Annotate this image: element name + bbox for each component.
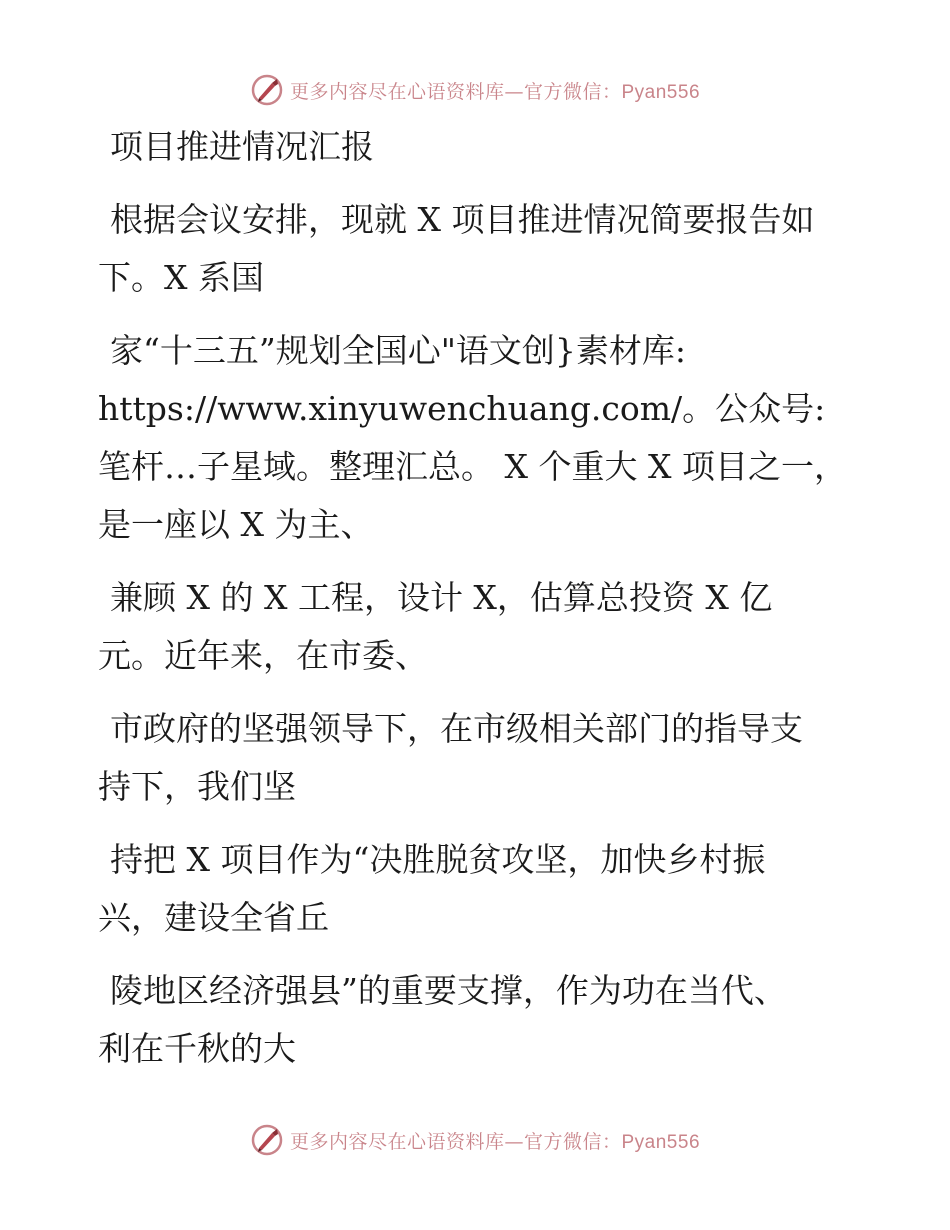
- document-body: [98, 118, 858, 1093]
- paragraph-6: [98, 962, 858, 1078]
- paragraph-1-continuation: 下。X 系国: [98, 258, 264, 297]
- paragraph-2-continuation: https://www.xinyuwenchuang.com/。公众号: 笔杆…子星域。整理汇总。 X 个重大 X 项目之一，是一座以 X 为主、: [98, 389, 847, 544]
- footer-watermark-banner: [0, 1120, 950, 1160]
- paragraph-4-continuation: 持下，我们坚: [98, 767, 296, 806]
- footer-banner-brand: Pyan556: [621, 1131, 701, 1153]
- paragraph-3-continuation: 元。近年来，在市委、: [98, 636, 428, 675]
- quill-pen-logo-icon: [250, 73, 284, 107]
- footer-banner-content: [250, 1123, 700, 1157]
- paragraph-2: [98, 322, 858, 554]
- quill-pen-logo-icon: [250, 1123, 284, 1157]
- paragraph-1: [98, 191, 858, 307]
- paragraph-6-first-line: 陵地区经济强县”的重要支撑，作为功在当代、: [110, 971, 787, 1010]
- header-banner-brand: Pyan556: [621, 81, 701, 103]
- paragraph-1-first-line: 根据会议安排，现就 X 项目推进情况简要报告如: [110, 200, 815, 239]
- paragraph-3: [98, 569, 858, 685]
- header-watermark-banner: [0, 70, 950, 110]
- paragraph-2-first-line: 家“十三五”规划全国心"语文创}素材库:: [110, 331, 687, 370]
- paragraph-5-first-line: 持把 X 项目作为“决胜脱贫攻坚，加快乡村振: [110, 840, 766, 879]
- header-banner-content: [250, 73, 700, 107]
- paragraph-3-first-line: 兼顾 X 的 X 工程，设计 X，估算总投资 X 亿: [110, 578, 773, 617]
- header-banner-text: 更多内容尽在心语资料库—官方微信：Pyan556: [289, 80, 701, 103]
- paragraph-6-continuation: 利在千秋的大: [98, 1029, 296, 1068]
- document-title: 项目推进情况汇报: [110, 127, 374, 166]
- footer-banner-text: 更多内容尽在心语资料库—官方微信：Pyan556: [289, 1130, 701, 1153]
- paragraph-5: [98, 831, 858, 947]
- paragraph-4: [98, 700, 858, 816]
- paragraph-4-first-line: 市政府的坚强领导下，在市级相关部门的指导支: [110, 709, 803, 748]
- paragraph-5-continuation: 兴，建设全省丘: [98, 898, 329, 937]
